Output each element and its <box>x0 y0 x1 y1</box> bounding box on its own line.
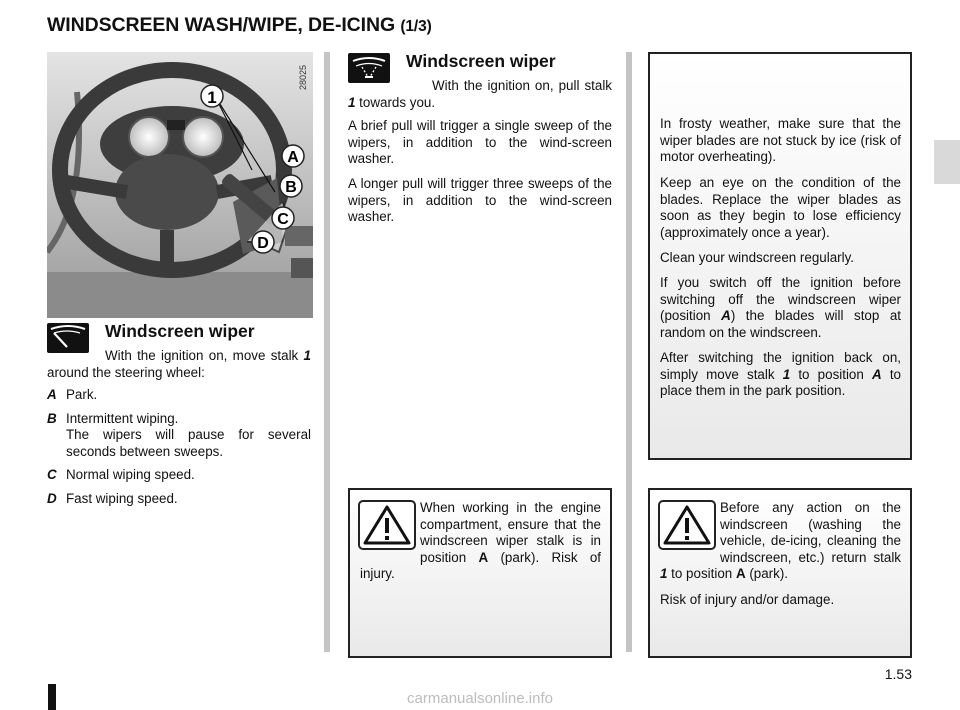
list-item: D Fast wiping speed. <box>47 490 178 506</box>
dashboard-drawing <box>47 52 313 318</box>
callout-c <box>272 207 294 229</box>
wiper-position-list <box>47 387 311 515</box>
footer-watermark: carmanualsonline.info <box>407 690 553 707</box>
engine-compartment-warning <box>348 488 612 658</box>
middle-paragraph-1: A brief pull will trigger a single sweep of the wipers, in addition to the wind-screen washer. <box>348 118 612 167</box>
list-item: A Park. <box>47 387 98 402</box>
windscreen-action-warning <box>648 488 912 658</box>
svg-text:A: A <box>287 149 299 166</box>
note-paragraph-3: Clean your windscreen regularly. <box>660 250 855 265</box>
middle-paragraph-2: A longer pull will trigger three sweeps of the wipers, in addition to the wind-screen washer. <box>348 176 612 225</box>
column-divider-right <box>626 52 632 652</box>
page-title: WINDSCREEN WASH/WIPE, DE-ICING (1/3) <box>47 14 432 36</box>
svg-text:B: B <box>285 179 297 196</box>
column-divider-left <box>324 52 330 652</box>
left-section-intro: With the ignition on, move stalk 1 around the steering wheel: <box>47 348 311 380</box>
warning-text-2: Risk of injury and/or damage. <box>660 592 835 607</box>
callout-a <box>282 145 304 167</box>
title-page-count: (1/3) <box>400 18 432 35</box>
page-number: 1.53 <box>884 666 912 682</box>
svg-text:C: C <box>277 211 289 228</box>
callout-1 <box>201 85 223 107</box>
middle-section-heading: Windscreen wiper <box>406 51 556 71</box>
steering-wheel-illustration <box>47 52 313 318</box>
svg-text:D: D <box>257 235 269 252</box>
frosty-weather-note <box>648 52 912 460</box>
note-paragraph-4: If you switch off the ignition before switching off the windscreen wiper (position A) the blades will stop at random on the windscreen. <box>660 275 901 340</box>
svg-text:1: 1 <box>207 88 217 107</box>
middle-section-intro: With the ignition on, pull stalk 1 towards you. <box>348 78 612 110</box>
note-paragraph-2: Keep an eye on the condition of the blades. Replace the wiper blades as soon as they begin to lose efficiency (approximately once a year). <box>660 175 901 240</box>
warning-text: Before any action on the windscreen (washing the vehicle, de-icing, cleaning the windscreen, etc.) return stalk 1 to position A (park). <box>660 500 901 582</box>
figure-code: 28025 <box>298 64 308 90</box>
list-item: B Intermittent wiping. The wipers will pause for several seconds between sweeps. <box>47 410 311 459</box>
callout-b <box>280 175 302 197</box>
callout-d <box>252 231 274 253</box>
list-item: C Normal wiping speed. <box>47 467 195 483</box>
section-tab-marker <box>934 140 960 184</box>
left-section-heading: Windscreen wiper <box>105 321 255 341</box>
warning-text: When working in the engine compartment, ensure that the windscreen wiper stalk is in position A (park). Risk of injury. <box>360 500 602 582</box>
note-paragraph-1: In frosty weather, make sure that the wiper blades are not stuck by ice (risk of motor overheating). <box>660 116 901 165</box>
note-paragraph-5: After switching the ignition back on, simply move stalk 1 to position A to place them in the park position. <box>660 350 902 399</box>
